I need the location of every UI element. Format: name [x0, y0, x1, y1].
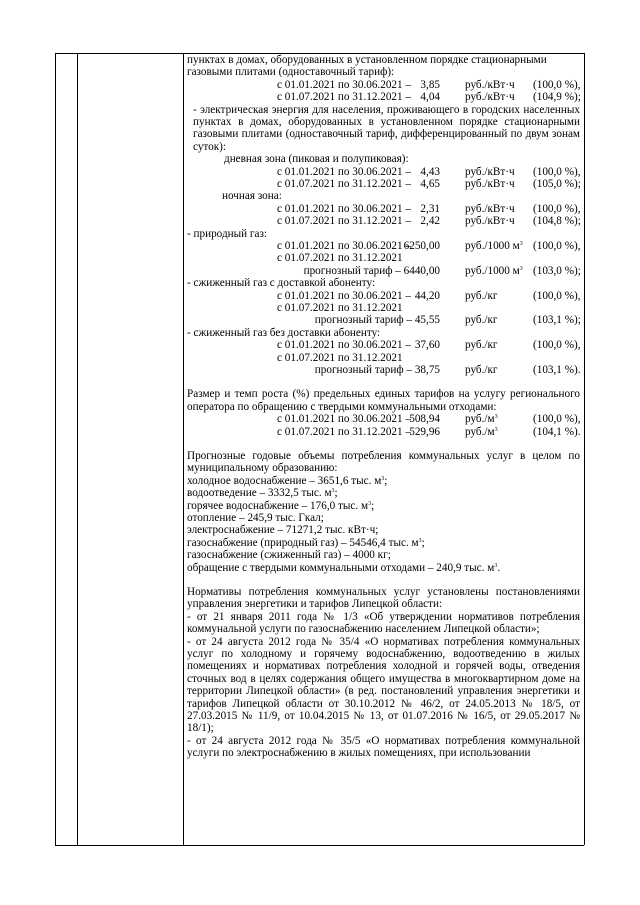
volume-waste: обращение с твердыми коммунальными отходами – 240,9 тыс. $м^3$. [187, 561, 501, 574]
tariff-row: с 01.01.2021 по 30.06.2021 – 2,31 руб./кВт·ч (100,0 %), [277, 202, 581, 215]
tariff-row: с 01.07.2021 по 31.12.2021 – 529,96 $руб./м^3$ (104,1 %). [277, 425, 581, 438]
day-zone-label: дневная зона (пиковая и полупиковая): [224, 153, 409, 166]
tariff-row: с 01.07.2021 по 31.12.2021 – 4,65 руб./кВт·ч (105,0 %); [277, 178, 581, 191]
superscript-3: 3 [519, 241, 523, 247]
volume-electricity: электроснабжение – 71271,2 тыс. кВт·ч; [187, 524, 379, 537]
volume-natural-gas: газоснабжение (природный газ) – 54546,4 тыс. $м^3$; [187, 536, 425, 549]
norms-text: Нормативы потребления коммунальных услуг установлены постановлениями управления энергетики и тарифов Липецкой области: [187, 585, 580, 611]
volumes-text: Прогнозные годовые объемы потребления коммунальных услуг в целом по муниципальному образованию: [187, 449, 580, 475]
tariff-row: с 01.07.2021 по 31.12.2021 [277, 252, 403, 265]
volume-hot-water: горячее водоснабжение – 176,0 тыс. $м^3$; [187, 499, 375, 512]
tariff-row: с 01.01.2021 по 30.06.2021 – 37,60 руб./кг (100,0 %), [277, 339, 581, 352]
intro-line-1: пунктах в домах, оборудованных в установленном порядке стационарными [187, 54, 547, 66]
table-column-divider-1 [77, 53, 78, 845]
tariff-row: с 01.07.2021 по 31.12.2021 – 2,42 руб./кВт·ч (104,8 %); [277, 215, 581, 228]
tariff-row: с 01.01.2021 по 30.06.2021 – 3,85 руб./кВт·ч (100,0 %), [277, 78, 581, 91]
volume-lpg: газоснабжение (сжиженный газ) – 4000 кг; [187, 549, 391, 562]
table-bottom-border [55, 845, 584, 846]
norm-item: - от 21 января 2011 года № 1/3 «Об утверждении нормативов потребления коммунальной услуги по газоснабжению населением Липецкой области»; [187, 610, 580, 636]
tariff-row: с 01.01.2021 по 30.06.2021 – 508,94 $руб./м^3$ (100,0 %), [277, 413, 581, 426]
norm-item: - от 24 августа 2012 года № 35/4 «О нормативах потребления коммунальных услуг по холодному и горячему водоснабжению, водоотведению в жилых помещениях и нормативах потребления холодной и горячей воды, отведения сточных вод в целях содержания общего имущества в многоквартирном доме на территории Липецкой области» (в ред. постановлений управления энергетики и тарифов Липецкой области от 30.10.2012 № 46/2, от 24.05.2013 № 18/5, от 27.03.2015 № 11/9, от 10.04.2015 № 13, от 01.07.2016 № 16/5, от 29.05.2017 № 18/1); [187, 635, 580, 735]
tariff-row: с 01.01.2021 по 30.06.2021 – 44,20 руб./кг (100,0 %), [277, 289, 581, 302]
volume-cold-water: холодное водоснабжение – 3651,6 тыс. $м^3$; [187, 474, 388, 487]
lpg-nodelivery-label: - сжиженный газ без доставки абоненту: [187, 326, 381, 339]
norm-item: - от 24 августа 2012 года № 35/5 «О нормативах потребления коммунальной услуги по электроснабжению в жилых помещениях, при использовании [187, 734, 580, 760]
tariff-row: с 01.01.2021 по 30.06.2021 – 4,43 руб./кВт·ч (100,0 %), [277, 165, 581, 178]
tariff-row: с 01.01.2021 по 30.06.2021 – 6250,00 руб./1000 $м^3$ (100,0 %), [277, 240, 581, 252]
table-border-left [55, 53, 56, 845]
table-border-right [584, 53, 585, 845]
tariff-row: прогнозный тариф – 45,55 руб./кг (103,1 %); [314, 314, 581, 327]
tariff-row: с 01.07.2021 по 31.12.2021 [277, 301, 403, 314]
tariff-row: прогнозный тариф – 38,75 руб./кг (103,1 %). [314, 363, 581, 376]
waste-tariff-text: Размер и темп роста (%) предельных единых тарифов на услугу регионального оператора по обращению с твердыми коммунальными отходами: [187, 388, 580, 413]
electric-zones-text: - электрическая энергия для населения, проживающего в городских населенных пунктах в домах, оборудованных в установленном порядке стационарными газовыми плитами (одноставочный тариф, дифференцированный по двум зонам суток): [193, 103, 580, 153]
table-column-divider-2 [183, 53, 184, 845]
lpg-delivery-label: - сжиженный газ с доставкой абоненту: [187, 277, 376, 290]
tariff-row: с 01.07.2021 по 31.12.2021 – 4,04 руб./кВт·ч (104,9 %); [277, 91, 581, 104]
tariff-row: с 01.07.2021 по 31.12.2021 [277, 351, 403, 364]
volume-drainage: водоотведение – 3332,5 тыс. $м^3$; [187, 487, 338, 500]
tariff-row: прогнозный тариф – 6440,00 руб./1000 $м^3$ (103,0 %); [303, 264, 581, 277]
night-zone-label: ночная зона: [222, 190, 282, 203]
table-cell-content [187, 54, 580, 760]
volume-heating: отопление – 245,9 тыс. Гкал; [187, 511, 324, 524]
intro-line-2: газовыми плитами (одноставочный тариф): [187, 66, 395, 79]
natural-gas-label: - природный газ: [187, 227, 268, 240]
